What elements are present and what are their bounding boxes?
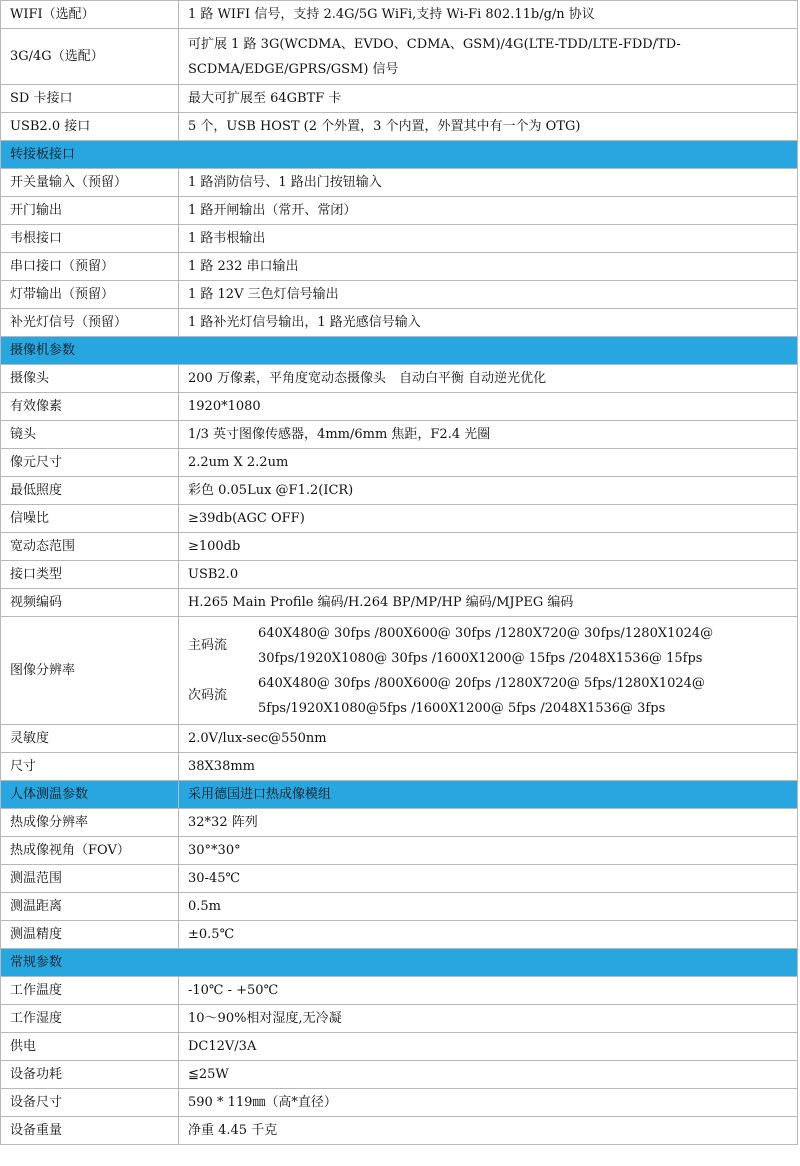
table-row: [1, 865, 798, 893]
row-value: 1 路韦根输出: [179, 225, 798, 253]
table-row: [1, 1061, 798, 1089]
row-label: 工作温度: [1, 977, 179, 1005]
row-value: 38X38mm: [179, 753, 798, 781]
row-value: 0.5m: [179, 893, 798, 921]
row-label: 镜头: [1, 421, 179, 449]
table-row: [1, 893, 798, 921]
row-value: 2.0V/lux-sec@550nm: [179, 725, 798, 753]
row-value: ≦25W: [179, 1061, 798, 1089]
row-value: 10～90%相对湿度,无冷凝: [179, 1005, 798, 1033]
section-title: 转接板接口: [1, 141, 798, 169]
section-title: 人体测温参数: [1, 781, 179, 809]
sub-stream-label: 次码流: [188, 688, 228, 703]
row-value: 30°*30°: [179, 837, 798, 865]
table-row: [1, 561, 798, 589]
row-label: 信噪比: [1, 505, 179, 533]
row-label: 韦根接口: [1, 225, 179, 253]
row-label: 测温范围: [1, 865, 179, 893]
row-value: 1 路补光灯信号输出，1 路光感信号输入: [179, 309, 798, 337]
table-row: [1, 1005, 798, 1033]
table-row: [1, 169, 798, 197]
table-row: [1, 309, 798, 337]
row-label: 补光灯信号（预留）: [1, 309, 179, 337]
section-header-camera: [1, 337, 798, 365]
resolution-subtable: [188, 621, 797, 721]
section-value: 采用德国进口热成像模组: [179, 781, 798, 809]
row-label: 像元尺寸: [1, 449, 179, 477]
section-header-temperature: [1, 781, 798, 809]
table-row: [1, 281, 798, 309]
table-row: [1, 505, 798, 533]
row-value: 2.2um X 2.2um: [179, 449, 798, 477]
row-value: ≥39db(AGC OFF): [179, 505, 798, 533]
table-row: [1, 29, 798, 85]
row-label: 接口类型: [1, 561, 179, 589]
row-label: 图像分辨率: [1, 617, 179, 725]
row-label: 工作湿度: [1, 1005, 179, 1033]
section-title: 摄像机参数: [1, 337, 798, 365]
row-value: 5 个，USB HOST (2 个外置，3 个内置，外置其中有一个为 OTG): [179, 113, 798, 141]
row-label: 设备重量: [1, 1117, 179, 1145]
row-value: 30-45℃: [179, 865, 798, 893]
row-label: WIFI（选配）: [1, 1, 179, 29]
table-row: [1, 921, 798, 949]
row-value: DC12V/3A: [179, 1033, 798, 1061]
row-label: SD 卡接口: [1, 85, 179, 113]
table-row: [1, 809, 798, 837]
section-header-adapter: [1, 141, 798, 169]
table-row: [1, 421, 798, 449]
row-value: 最大可扩展至 64GBTF 卡: [179, 85, 798, 113]
table-row: [1, 253, 798, 281]
row-value: 1 路开闸输出（常开、常闭）: [179, 197, 798, 225]
row-label: 串口接口（预留）: [1, 253, 179, 281]
row-value: 彩色 0.05Lux @F1.2(ICR): [179, 477, 798, 505]
row-value: USB2.0: [179, 561, 798, 589]
row-value: 净重 4.45 千克: [179, 1117, 798, 1145]
row-label: 热成像分辨率: [1, 809, 179, 837]
table-row: [1, 113, 798, 141]
table-row-resolution: [1, 617, 798, 725]
row-value: ±0.5℃: [179, 921, 798, 949]
row-label: 尺寸: [1, 753, 179, 781]
sub-stream-value: 640X480@ 30fps /800X600@ 20fps /1280X720@ 5fps/1280X1024@ 5fps/1920X1080@5fps /1600X1200@ 5fps /2048X1536@ 3fps: [258, 675, 705, 716]
row-value: 1 路消防信号、1 路出门按钮输入: [179, 169, 798, 197]
row-label: 开关量输入（预留）: [1, 169, 179, 197]
row-label: USB2.0 接口: [1, 113, 179, 141]
table-row: [1, 365, 798, 393]
row-value: 1 路 232 串口输出: [179, 253, 798, 281]
row-label: 宽动态范围: [1, 533, 179, 561]
table-row: [1, 1089, 798, 1117]
table-row: [1, 725, 798, 753]
table-row: [1, 1033, 798, 1061]
section-title: 常规参数: [1, 949, 798, 977]
main-stream-row: [188, 621, 797, 671]
row-value: 1/3 英寸图像传感器，4mm/6mm 焦距，F2.4 光圈: [179, 421, 798, 449]
row-label: 摄像头: [1, 365, 179, 393]
table-row: [1, 393, 798, 421]
row-label: 有效像素: [1, 393, 179, 421]
row-value: ≥100db: [179, 533, 798, 561]
sub-stream-row: [188, 671, 797, 721]
table-row: [1, 533, 798, 561]
row-label: 视频编码: [1, 589, 179, 617]
table-row: [1, 85, 798, 113]
row-value: -10℃ - +50℃: [179, 977, 798, 1005]
row-label: 灯带输出（预留）: [1, 281, 179, 309]
table-row: [1, 449, 798, 477]
row-value: H.265 Main Profile 编码/H.264 BP/MP/HP 编码/MJPEG 编码: [179, 589, 798, 617]
row-label: 测温距离: [1, 893, 179, 921]
table-row: [1, 589, 798, 617]
section-header-general: [1, 949, 798, 977]
row-label: 开门输出: [1, 197, 179, 225]
row-label: 设备尺寸: [1, 1089, 179, 1117]
row-value: 1 路 WIFI 信号，支持 2.4G/5G WiFi,支持 Wi-Fi 802.11b/g/n 协议: [179, 1, 798, 29]
table-row: [1, 837, 798, 865]
row-label: 设备功耗: [1, 1061, 179, 1089]
table-row: [1, 1117, 798, 1145]
row-value: 590 * 119㎜（高*直径）: [179, 1089, 798, 1117]
row-value: 32*32 阵列: [179, 809, 798, 837]
table-row: [1, 197, 798, 225]
table-row: [1, 477, 798, 505]
table-row: [1, 225, 798, 253]
row-label: 最低照度: [1, 477, 179, 505]
row-value-resolution: [179, 617, 798, 725]
row-label: 3G/4G（选配）: [1, 29, 179, 85]
row-label: 供电: [1, 1033, 179, 1061]
row-label: 灵敏度: [1, 725, 179, 753]
table-row: [1, 753, 798, 781]
row-label: 热成像视角（FOV）: [1, 837, 179, 865]
row-value: 200 万像素，平角度宽动态摄像头 自动白平衡 自动逆光优化: [179, 365, 798, 393]
table-row: [1, 977, 798, 1005]
main-stream-value: 640X480@ 30fps /800X600@ 30fps /1280X720@ 30fps/1280X1024@ 30fps/1920X1080@ 30fps /1600X1200@ 15fps /2048X1536@ 15fps: [258, 625, 714, 666]
table-row: [1, 1, 798, 29]
main-stream-label: 主码流: [188, 638, 228, 653]
row-label: 测温精度: [1, 921, 179, 949]
row-value: 1 路 12V 三色灯信号输出: [179, 281, 798, 309]
row-value: 1920*1080: [179, 393, 798, 421]
row-value: 可扩展 1 路 3G(WCDMA、EVDO、CDMA、GSM)/4G(LTE-TDD/LTE-FDD/TD-SCDMA/EDGE/GPRS/GSM) 信号: [179, 29, 798, 85]
